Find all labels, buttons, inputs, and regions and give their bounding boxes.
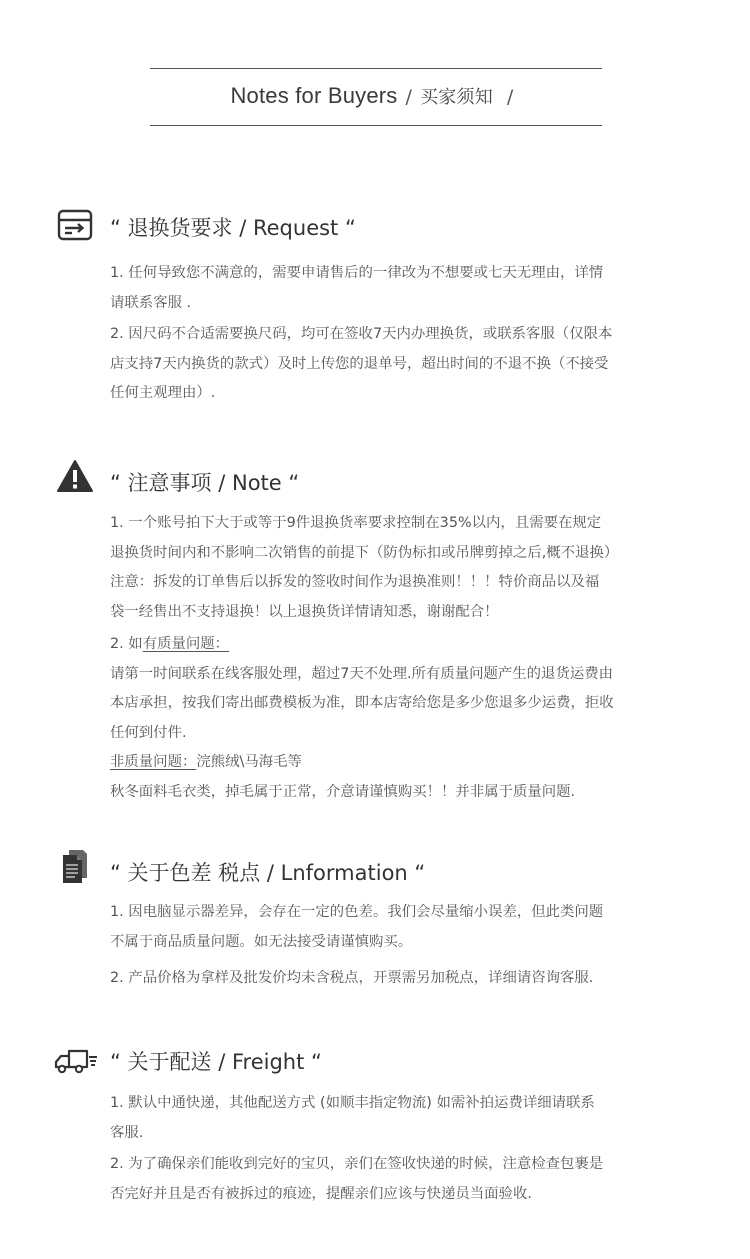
text-line: 任何主观理由）. bbox=[110, 385, 216, 401]
section-title-note: “ 注意事项 / Note “ bbox=[110, 471, 300, 495]
request-item-1 bbox=[110, 259, 680, 318]
text-line: 不属于商品质量问题。如无法接受请谨慎购买。 bbox=[110, 933, 413, 950]
request-item-2 bbox=[110, 320, 680, 409]
information-item-2 bbox=[110, 964, 680, 994]
text-line: 袋一经售出不支持退换！以上退换货详情请知悉，谢谢配合！ bbox=[110, 603, 499, 620]
quality-issue-label: 有质量问题： bbox=[142, 636, 230, 652]
text-line: 注意：拆发的订单售后以拆发的签收时间作为退换准则！！！特价商品以及福 bbox=[110, 574, 600, 590]
page-title bbox=[150, 83, 602, 109]
text-line: 1. 一个账号拍下大于或等于9件退换货率要求控制在35%以内，且需要在规定 bbox=[110, 515, 602, 531]
text-line: 任何到付件. bbox=[110, 724, 187, 741]
title-trailing-separator: / bbox=[506, 86, 514, 108]
title-separator: / bbox=[405, 86, 413, 108]
text-line: 本店承担，按我们寄出邮费模板为准，即本店寄给您是多少您退多少运费，拒收 bbox=[110, 695, 614, 711]
text-line: 2. 产品价格为拿样及批发价均未含税点，开票需另加税点，详细请咨询客服. bbox=[110, 970, 594, 986]
quality-issue-heading bbox=[110, 630, 680, 660]
header-top-rule bbox=[150, 68, 602, 69]
text-line: 1. 默认中通快递，其他配送方式 (如顺丰指定物流) 如需补拍运费详细请联系 bbox=[110, 1095, 595, 1111]
page-title-en: Notes for Buyers bbox=[230, 83, 398, 108]
text-line: 1. 因电脑显示器差异，会存在一定的色差。我们会尽量缩小误差，但此类问题 bbox=[110, 904, 604, 920]
text-line: 否完好并且是否有被拆过的痕迹，提醒亲们应该与快递员当面验收. bbox=[110, 1185, 532, 1202]
section-title-request: “ 退换货要求 / Request “ bbox=[110, 216, 356, 240]
text-line: 2. 因尺码不合适需要换尺码，均可在签收7天内办理换货，或联系客服（仅限本 bbox=[110, 326, 613, 342]
text-line: 秋冬面料毛衣类，掉毛属于正常，介意请谨慎购买！！并非属于质量问题. bbox=[110, 783, 576, 800]
text-line: 2. 为了确保亲们能收到完好的宝贝，亲们在签收快递的时候，注意检查包裹是 bbox=[110, 1156, 604, 1172]
non-quality-heading bbox=[110, 748, 680, 778]
freight-item-1 bbox=[110, 1089, 680, 1148]
text-line: 1. 任何导致您不满意的，需要申请售后的一律改为不想要或七天无理由，详情 bbox=[110, 265, 604, 281]
note-item-2 bbox=[110, 630, 680, 807]
item-number: 2. 如 bbox=[110, 636, 143, 652]
non-quality-materials: 浣熊绒\马海毛等 bbox=[196, 754, 302, 770]
warning-icon bbox=[56, 459, 94, 493]
header-bottom-rule bbox=[150, 125, 602, 126]
non-quality-label: 非质量问题： bbox=[110, 754, 197, 770]
text-line: 请第一时间联系在线客服处理，超过7天不处理.所有质量问题产生的退货运费由 bbox=[110, 665, 614, 682]
return-box-icon bbox=[57, 209, 93, 241]
section-title-freight: “ 关于配送 / Freight “ bbox=[110, 1050, 322, 1074]
document-icon bbox=[61, 848, 89, 884]
text-line: 客服. bbox=[110, 1124, 144, 1141]
information-item-1 bbox=[110, 898, 680, 957]
note-item-1 bbox=[110, 509, 680, 627]
text-line: 请联系客服 . bbox=[110, 294, 192, 311]
delivery-truck-icon bbox=[53, 1047, 99, 1075]
text-line: 店支持7天内换货的款式）及时上传您的退单号，超出时间的不退不换（不接受 bbox=[110, 355, 609, 372]
section-title-information: “ 关于色差 税点 / Lnformation “ bbox=[110, 861, 426, 885]
freight-item-2 bbox=[110, 1150, 680, 1209]
text-line: 退换货时间内和不影响二次销售的前提下（防伪标扣或吊牌剪掉之后,概不退换） bbox=[110, 544, 619, 561]
page-title-cn: 买家须知 bbox=[420, 87, 493, 108]
